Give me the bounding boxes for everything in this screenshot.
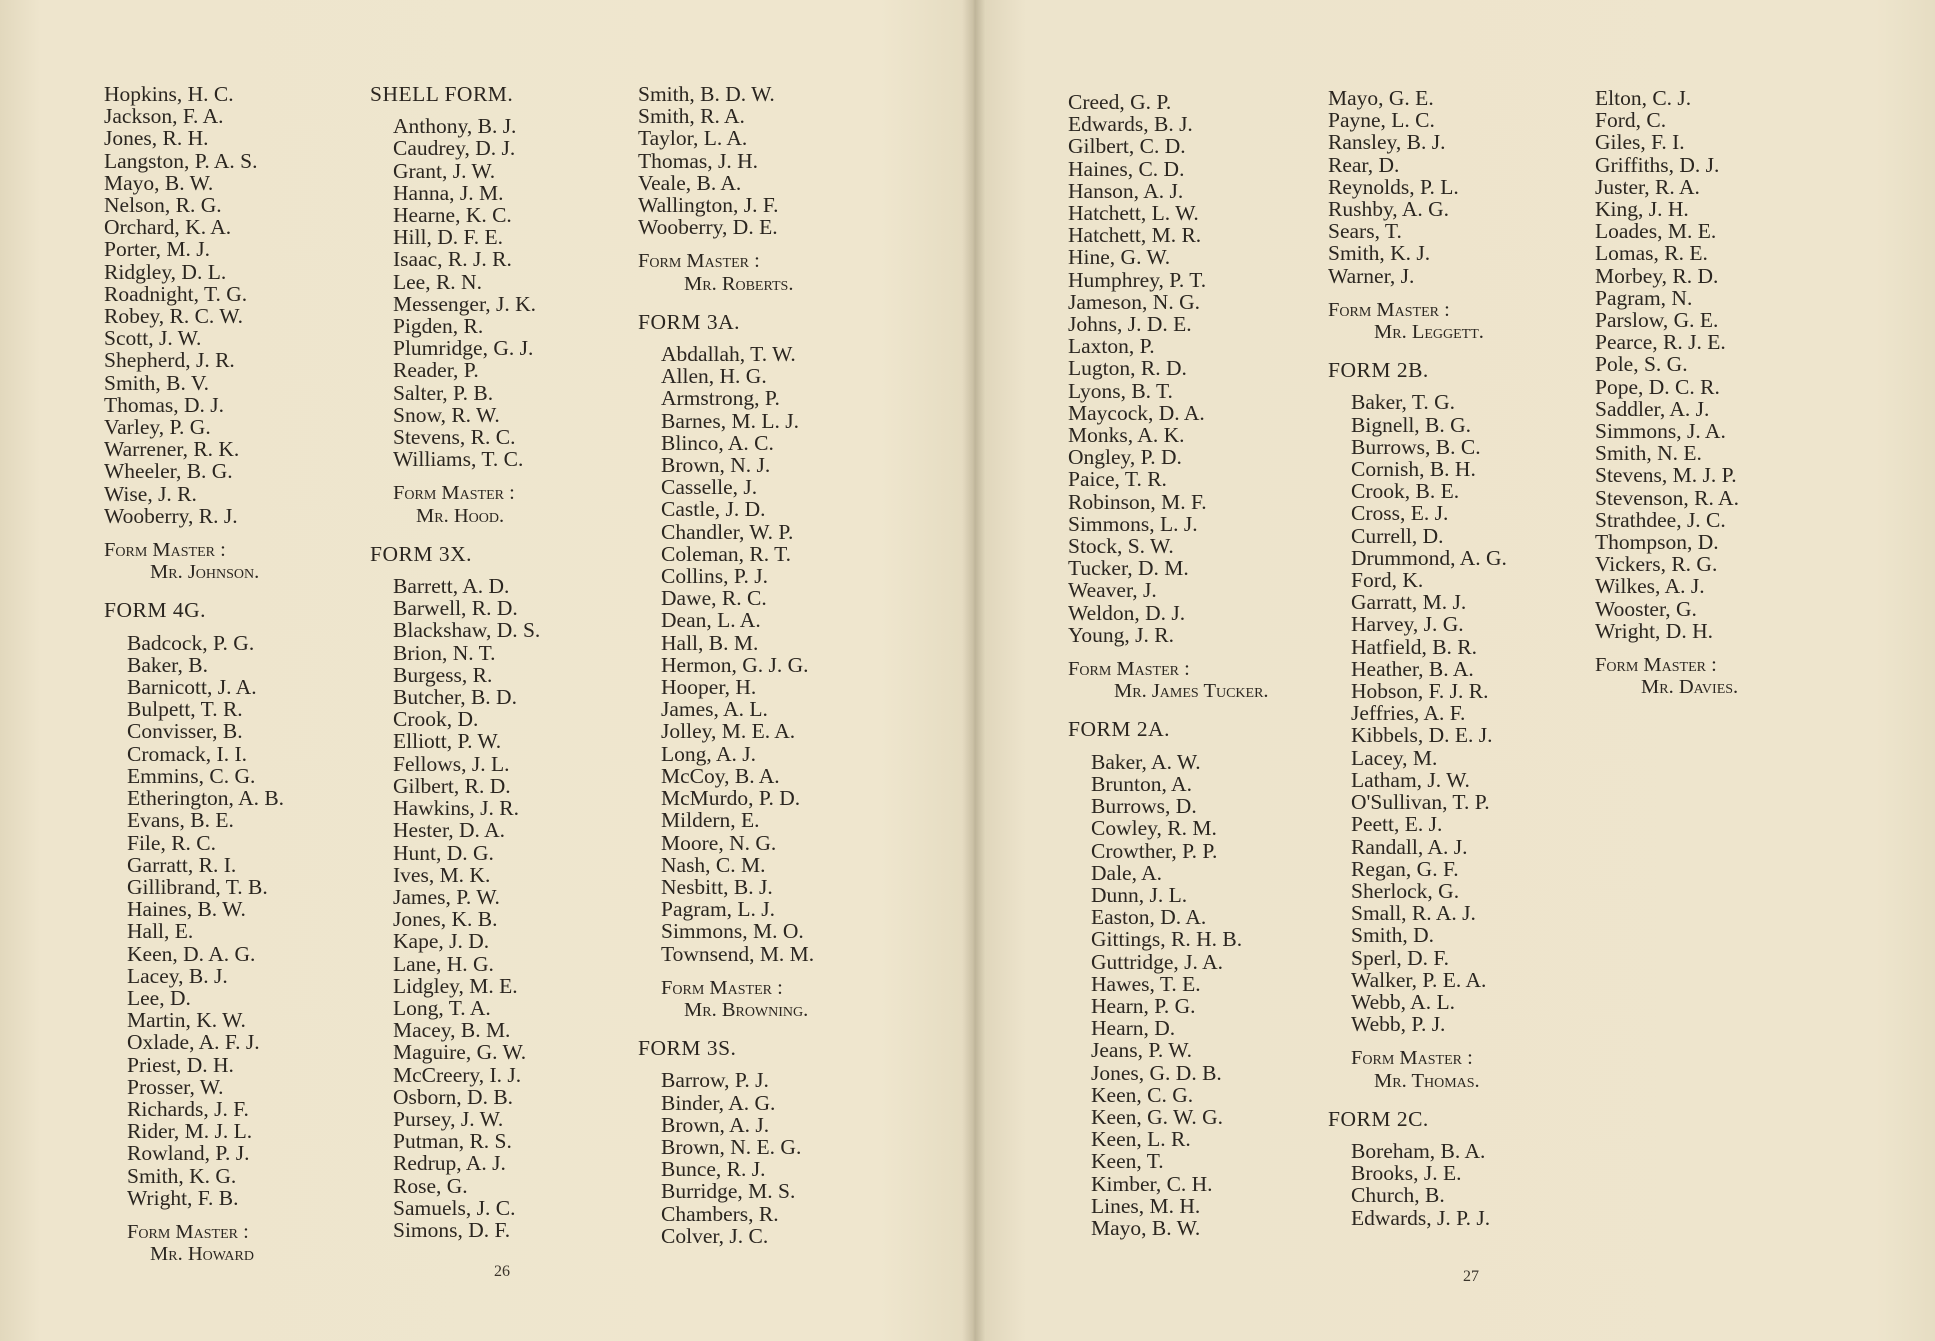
student-name: Hawes, T. E. xyxy=(1091,971,1201,996)
form-heading: FORM 3A. xyxy=(638,309,740,334)
left-column-2 xyxy=(370,83,540,1241)
student-name: Barnes, M. L. J. xyxy=(661,408,799,433)
student-name: Butcher, B. D. xyxy=(393,685,517,710)
student-name: Mildern, E. xyxy=(661,808,760,833)
student-name: Vickers, R. G. xyxy=(1595,552,1718,577)
student-name: Wheeler, B. G. xyxy=(104,459,233,484)
student-name: Boreham, B. A. xyxy=(1351,1138,1486,1163)
student-name: Pearce, R. J. E. xyxy=(1595,330,1726,355)
student-name: Etherington, A. B. xyxy=(127,786,285,811)
student-name: Weaver, J. xyxy=(1068,578,1157,603)
student-name: Maycock, D. A. xyxy=(1068,400,1205,425)
student-name: Crowther, P. P. xyxy=(1091,838,1218,863)
student-name: Giles, F. I. xyxy=(1595,130,1685,155)
student-name: Robinson, M. F. xyxy=(1068,489,1207,514)
student-name: Wilkes, A. J. xyxy=(1595,574,1705,599)
student-name: Griffiths, D. J. xyxy=(1595,152,1720,177)
student-name: Gillibrand, T. B. xyxy=(127,874,268,899)
student-name: Lacey, M. xyxy=(1351,745,1438,770)
student-name: Gilbert, C. D. xyxy=(1068,134,1186,159)
student-name: Humphrey, P. T. xyxy=(1068,267,1207,292)
student-name: Priest, D. H. xyxy=(127,1052,234,1077)
student-name: Hooper, H. xyxy=(661,675,757,700)
student-name: Stevens, M. J. P. xyxy=(1595,463,1737,488)
student-name: Brown, N. E. G. xyxy=(661,1134,802,1159)
student-name: Edwards, B. J. xyxy=(1068,112,1193,137)
page-number-right: 27 xyxy=(1463,1268,1479,1285)
form-master-label: Form Master : xyxy=(1595,654,1717,677)
form-master-name: Mr. Howard xyxy=(150,1243,254,1266)
student-name: Rose, G. xyxy=(393,1173,468,1198)
student-name: Baker, B. xyxy=(127,652,208,677)
student-name: Roadnight, T. G. xyxy=(104,281,248,306)
student-name: Brown, N. J. xyxy=(661,453,771,478)
student-name: Maguire, G. W. xyxy=(393,1040,527,1065)
student-name: Abdallah, T. W. xyxy=(661,342,796,367)
student-name: James, P. W. xyxy=(393,884,500,909)
student-name: Anthony, B. J. xyxy=(393,114,517,139)
student-name: Jeans, P. W. xyxy=(1091,1038,1192,1063)
student-name: Convisser, B. xyxy=(127,719,243,744)
student-name: Caudrey, D. J. xyxy=(393,136,516,161)
student-name: Sperl, D. F. xyxy=(1351,945,1450,970)
student-name: Lee, R. N. xyxy=(393,269,482,294)
form-master-label: Form Master : xyxy=(393,482,515,505)
student-name: Plumridge, G. J. xyxy=(393,336,534,361)
student-name: Warrener, R. K. xyxy=(104,437,240,462)
student-name: Hine, G. W. xyxy=(1068,245,1171,270)
student-name: Hawkins, J. R. xyxy=(393,796,520,821)
student-name: Robey, R. C. W. xyxy=(104,304,243,329)
student-name: Mayo, B. W. xyxy=(104,170,214,195)
student-name: Lyons, B. T. xyxy=(1068,378,1173,403)
student-name: Ridgley, D. L. xyxy=(104,259,227,284)
student-name: Cross, E. J. xyxy=(1351,501,1449,526)
student-name: Ongley, P. D. xyxy=(1068,445,1182,470)
student-name: Brown, A. J. xyxy=(661,1112,770,1137)
student-name: Hall, B. M. xyxy=(661,630,759,655)
student-name: Small, R. A. J. xyxy=(1351,901,1476,926)
student-name: Burrows, D. xyxy=(1091,794,1197,819)
student-name: Taylor, L. A. xyxy=(638,126,748,151)
student-name: Samuels, J. C. xyxy=(393,1195,516,1220)
student-name: Orchard, K. A. xyxy=(104,215,232,240)
student-name: Armstrong, P. xyxy=(661,386,780,411)
student-name: Hearn, D. xyxy=(1091,1016,1176,1041)
form-master-name: Mr. James Tucker. xyxy=(1114,680,1269,703)
student-name: Ford, C. xyxy=(1595,108,1667,133)
student-name: Smith, B. D. W. xyxy=(638,82,775,106)
student-name: Thompson, D. xyxy=(1595,530,1719,555)
student-name: Simmons, M. O. xyxy=(661,919,804,944)
student-name: Messenger, J. K. xyxy=(393,291,537,316)
student-name: Lane, H. G. xyxy=(393,951,494,976)
student-name: Macey, B. M. xyxy=(393,1018,511,1043)
student-name: McMurdo, P. D. xyxy=(661,786,801,811)
student-name: Long, A. J. xyxy=(661,741,756,766)
student-name: Hall, E. xyxy=(127,919,194,944)
student-name: Johns, J. D. E. xyxy=(1068,312,1192,337)
form-master-name: Mr. Davies. xyxy=(1641,676,1739,699)
student-name: Weldon, D. J. xyxy=(1068,600,1186,625)
student-name: Brooks, J. E. xyxy=(1351,1161,1462,1186)
form-master-label: Form Master : xyxy=(1068,658,1190,681)
student-name: Webb, P. J. xyxy=(1351,1012,1446,1037)
student-name: Simons, D. F. xyxy=(393,1217,511,1242)
student-name: Hatchett, M. R. xyxy=(1068,223,1202,248)
student-name: Martin, K. W. xyxy=(127,1008,246,1033)
student-name: Shepherd, J. R. xyxy=(104,348,235,373)
form-master-label: Form Master : xyxy=(1328,298,1450,321)
student-name: Castle, J. D. xyxy=(661,497,766,522)
page-number-left: 26 xyxy=(494,1263,510,1280)
student-name: Rear, D. xyxy=(1328,152,1400,177)
student-name: Pagram, N. xyxy=(1595,285,1693,310)
student-name: Oxlade, A. F. J. xyxy=(127,1030,260,1055)
student-name: Regan, G. F. xyxy=(1351,856,1459,881)
student-name: Mayo, B. W. xyxy=(1091,1215,1201,1240)
form-master-name: Mr. Johnson. xyxy=(150,561,260,584)
student-name: Wooberry, R. J. xyxy=(104,503,238,528)
form-master-name: Mr. Roberts. xyxy=(684,272,794,295)
student-name: Kimber, C. H. xyxy=(1091,1171,1213,1196)
student-name: Blackshaw, D. S. xyxy=(393,618,541,643)
student-name: Wooster, G. xyxy=(1595,596,1697,621)
student-name: Lugton, R. D. xyxy=(1068,356,1187,381)
student-name: Wright, F. B. xyxy=(127,1185,239,1210)
student-name: Keen, L. R. xyxy=(1091,1127,1191,1152)
student-name: Simmons, L. J. xyxy=(1068,511,1198,536)
student-name: Monks, A. K. xyxy=(1068,423,1185,448)
student-name: Dunn, J. L. xyxy=(1091,882,1188,907)
student-name: Nash, C. M. xyxy=(661,852,766,877)
student-name: Wooberry, D. E. xyxy=(638,215,778,240)
student-name: Pagram, L. J. xyxy=(661,897,776,922)
student-name: Bulpett, T. R. xyxy=(127,697,243,722)
student-name: Smith, D. xyxy=(1351,923,1435,948)
student-name: Drummond, A. G. xyxy=(1351,545,1507,570)
student-name: Currell, D. xyxy=(1351,523,1444,548)
student-name: King, J. H. xyxy=(1595,197,1689,222)
student-name: Hanna, J. M. xyxy=(393,180,504,205)
student-name: Binder, A. G. xyxy=(661,1090,776,1115)
student-name: Putman, R. S. xyxy=(393,1129,512,1154)
left-column-1 xyxy=(104,83,284,1271)
form-master-name: Mr. Leggett. xyxy=(1374,321,1484,344)
student-name: Haines, C. D. xyxy=(1068,156,1185,181)
student-name: Baker, T. G. xyxy=(1351,390,1456,415)
student-name: Creed, G. P. xyxy=(1068,90,1172,114)
student-name: Lines, M. H. xyxy=(1091,1193,1201,1218)
student-name: Rushby, A. G. xyxy=(1328,197,1450,222)
form-heading: FORM 2C. xyxy=(1328,1106,1429,1131)
student-name: Hearn, P. G. xyxy=(1091,993,1196,1018)
student-name: Collins, P. J. xyxy=(661,564,768,589)
student-name: Wright, D. H. xyxy=(1595,618,1713,643)
student-name: Smith, N. E. xyxy=(1595,441,1702,466)
student-name: Moore, N. G. xyxy=(661,830,777,855)
student-name: Latham, J. W. xyxy=(1351,767,1470,792)
form-master-label: Form Master : xyxy=(1351,1047,1473,1070)
student-name: McCoy, B. A. xyxy=(661,763,780,788)
student-name: Crook, D. xyxy=(393,707,479,732)
student-name: Laxton, P. xyxy=(1068,334,1155,359)
student-name: Webb, A. L. xyxy=(1351,989,1455,1014)
student-name: Hatchett, L. W. xyxy=(1068,201,1199,226)
student-name: Langston, P. A. S. xyxy=(104,148,258,173)
student-name: Kape, J. D. xyxy=(393,929,490,954)
student-name: Gilbert, R. D. xyxy=(393,773,511,798)
student-name: Thomas, D. J. xyxy=(104,392,225,417)
student-name: Hobson, F. J. R. xyxy=(1351,679,1489,704)
student-name: Evans, B. E. xyxy=(127,808,234,833)
student-name: Gittings, R. H. B. xyxy=(1091,927,1243,952)
student-name: Bunce, R. J. xyxy=(661,1157,766,1182)
student-name: Long, T. A. xyxy=(393,995,491,1020)
student-name: Smith, K. G. xyxy=(127,1163,237,1188)
student-name: Prosser, W. xyxy=(127,1074,224,1099)
student-name: Smith, K. J. xyxy=(1328,241,1431,266)
student-name: Jeffries, A. F. xyxy=(1351,701,1466,726)
student-name: Rider, M. J. L. xyxy=(127,1119,253,1144)
form-heading: FORM 4G. xyxy=(104,598,206,623)
student-name: Barwell, R. D. xyxy=(393,596,518,621)
student-name: Barnicott, J. A. xyxy=(127,675,257,700)
form-heading: FORM 2B. xyxy=(1328,358,1429,383)
form-master-label: Form Master : xyxy=(127,1220,249,1243)
student-name: Barrett, A. D. xyxy=(393,574,510,599)
student-name: Bignell, B. G. xyxy=(1351,412,1472,437)
student-name: Sears, T. xyxy=(1328,219,1402,244)
student-name: Lee, D. xyxy=(127,985,191,1010)
student-name: Wallington, J. F. xyxy=(638,193,779,218)
student-name: Jackson, F. A. xyxy=(104,104,224,129)
student-name: Hatfield, B. R. xyxy=(1351,634,1477,659)
student-name: Colver, J. C. xyxy=(661,1223,769,1248)
form-master-label: Form Master : xyxy=(104,539,226,562)
student-name: Barrow, P. J. xyxy=(661,1068,769,1093)
student-name: Morbey, R. D. xyxy=(1595,263,1719,288)
form-master-name: Mr. Browning. xyxy=(684,998,809,1021)
student-name: Brion, N. T. xyxy=(393,640,496,665)
student-name: Coleman, R. T. xyxy=(661,541,791,566)
student-name: Pope, D. C. R. xyxy=(1595,374,1720,399)
student-name: Fellows, J. L. xyxy=(393,751,510,776)
student-name: Burgess, R. xyxy=(393,662,493,687)
student-name: Hunt, D. G. xyxy=(393,840,494,865)
student-name: Jameson, N. G. xyxy=(1068,289,1200,314)
student-name: Young, J. R. xyxy=(1068,622,1174,647)
student-name: Smith, B. V. xyxy=(104,370,209,395)
student-name: Randall, A. J. xyxy=(1351,834,1468,859)
student-name: Reader, P. xyxy=(393,358,479,383)
form-master-name: Mr. Thomas. xyxy=(1374,1069,1480,1092)
student-name: Ransley, B. J. xyxy=(1328,130,1446,155)
student-name: Saddler, A. J. xyxy=(1595,396,1710,421)
student-name: Hopkins, H. C. xyxy=(104,82,234,106)
student-name: Elton, C. J. xyxy=(1595,86,1692,110)
student-name: Reynolds, P. L. xyxy=(1328,174,1459,199)
student-name: Lomas, R. E. xyxy=(1595,241,1708,266)
student-name: Pigden, R. xyxy=(393,314,484,339)
right-column-2 xyxy=(1328,87,1507,1229)
student-name: Juster, R. A. xyxy=(1595,174,1700,199)
form-master-label: Form Master : xyxy=(661,976,783,999)
student-name: Church, B. xyxy=(1351,1183,1445,1208)
student-name: Keen, G. W. G. xyxy=(1091,1104,1223,1129)
student-name: Allen, H. G. xyxy=(661,364,767,389)
student-name: Grant, J. W. xyxy=(393,158,496,183)
student-name: Jolley, M. E. A. xyxy=(661,719,796,744)
student-name: Payne, L. C. xyxy=(1328,108,1435,133)
student-name: Hearne, K. C. xyxy=(393,203,512,228)
student-name: Richards, J. F. xyxy=(127,1096,249,1121)
student-name: Cowley, R. M. xyxy=(1091,816,1217,841)
student-name: Ives, M. K. xyxy=(393,862,491,887)
student-name: Tucker, D. M. xyxy=(1068,556,1189,581)
student-name: Guttridge, J. A. xyxy=(1091,949,1223,974)
form-heading: FORM 3S. xyxy=(638,1036,737,1061)
student-name: Stevens, R. C. xyxy=(393,425,516,450)
student-name: Nesbitt, B. J. xyxy=(661,874,773,899)
form-master-name: Mr. Hood. xyxy=(416,504,505,527)
student-name: Badcock, P. G. xyxy=(127,630,255,655)
student-name: Jones, G. D. B. xyxy=(1091,1060,1222,1085)
student-name: Jones, K. B. xyxy=(393,907,498,932)
student-name: Crook, B. E. xyxy=(1351,479,1460,504)
student-name: Hermon, G. J. G. xyxy=(661,652,809,677)
student-name: Warner, J. xyxy=(1328,263,1415,288)
left-column-3 xyxy=(638,83,814,1247)
student-name: Wise, J. R. xyxy=(104,481,197,506)
student-name: Easton, D. A. xyxy=(1091,905,1207,930)
student-name: Pole, S. G. xyxy=(1595,352,1688,377)
student-name: Brunton, A. xyxy=(1091,771,1192,796)
student-name: Dale, A. xyxy=(1091,860,1163,885)
student-name: Redrup, A. J. xyxy=(393,1151,506,1176)
student-name: Elliott, P. W. xyxy=(393,729,502,754)
student-name: Hester, D. A. xyxy=(393,818,505,843)
student-name: Hill, D. F. E. xyxy=(393,225,503,250)
student-name: Lacey, B. J. xyxy=(127,963,228,988)
student-name: File, R. C. xyxy=(127,830,217,855)
student-name: Veale, B. A. xyxy=(638,170,742,195)
student-name: Baker, A. W. xyxy=(1091,749,1201,774)
student-name: Townsend, M. M. xyxy=(661,941,815,966)
student-name: Peett, E. J. xyxy=(1351,812,1443,837)
student-name: Thomas, J. H. xyxy=(638,148,759,173)
student-name: Edwards, J. P. J. xyxy=(1351,1205,1491,1230)
form-heading: SHELL FORM. xyxy=(370,82,514,106)
student-name: Snow, R. W. xyxy=(393,402,500,427)
student-name: Mayo, G. E. xyxy=(1328,86,1434,110)
form-heading: FORM 2A. xyxy=(1068,717,1170,742)
student-name: Blinco, A. C. xyxy=(661,430,774,455)
student-name: Paice, T. R. xyxy=(1068,467,1167,492)
student-name: Stevenson, R. A. xyxy=(1595,485,1739,510)
student-name: Williams, T. C. xyxy=(393,447,524,472)
student-name: Emmins, C. G. xyxy=(127,763,256,788)
student-name: Scott, J. W. xyxy=(104,326,202,351)
student-name: Keen, C. G. xyxy=(1091,1082,1194,1107)
student-name: Porter, M. J. xyxy=(104,237,211,262)
student-name: Dawe, R. C. xyxy=(661,586,767,611)
student-name: Keen, T. xyxy=(1091,1149,1164,1174)
student-name: Burrows, B. C. xyxy=(1351,434,1481,459)
form-heading: FORM 3X. xyxy=(370,541,472,566)
student-name: Dean, L. A. xyxy=(661,608,761,633)
student-name: Keen, D. A. G. xyxy=(127,941,256,966)
student-name: Parslow, G. E. xyxy=(1595,308,1719,333)
student-name: James, A. L. xyxy=(661,697,768,722)
student-name: Isaac, R. J. R. xyxy=(393,247,512,272)
student-name: Casselle, J. xyxy=(661,475,758,500)
student-name: Osborn, D. B. xyxy=(393,1084,514,1109)
student-name: Kibbels, D. E. J. xyxy=(1351,723,1493,748)
student-name: Garratt, R. I. xyxy=(127,852,237,877)
student-name: Chambers, R. xyxy=(661,1201,779,1226)
student-name: Lidgley, M. E. xyxy=(393,973,518,998)
student-name: Stock, S. W. xyxy=(1068,534,1174,559)
student-name: Harvey, J. G. xyxy=(1351,612,1464,637)
student-name: Salter, P. B. xyxy=(393,380,494,405)
student-name: Walker, P. E. A. xyxy=(1351,967,1487,992)
student-name: Hanson, A. J. xyxy=(1068,178,1184,203)
student-name: Loades, M. E. xyxy=(1595,219,1717,244)
student-name: Pursey, J. W. xyxy=(393,1106,504,1131)
student-name: Cromack, I. I. xyxy=(127,741,248,766)
student-name: Ford, K. xyxy=(1351,568,1424,593)
student-name: Sherlock, G. xyxy=(1351,878,1460,903)
student-name: Varley, P. G. xyxy=(104,415,211,440)
form-master-label: Form Master : xyxy=(638,250,760,273)
book-gutter xyxy=(962,0,986,1341)
student-name: Nelson, R. G. xyxy=(104,193,222,218)
student-name: Heather, B. A. xyxy=(1351,656,1474,681)
right-column-1 xyxy=(1068,91,1269,1239)
student-name: Strathdee, J. C. xyxy=(1595,507,1726,532)
student-name: O'Sullivan, T. P. xyxy=(1351,790,1490,815)
student-name: Cornish, B. H. xyxy=(1351,457,1476,482)
student-name: Smith, R. A. xyxy=(638,104,745,129)
student-name: Garratt, M. J. xyxy=(1351,590,1467,615)
student-name: Simmons, J. A. xyxy=(1595,419,1726,444)
student-name: Burridge, M. S. xyxy=(661,1179,796,1204)
student-name: Jones, R. H. xyxy=(104,126,209,151)
student-name: McCreery, I. J. xyxy=(393,1062,522,1087)
student-name: Chandler, W. P. xyxy=(661,519,794,544)
right-column-3 xyxy=(1595,87,1739,704)
student-name: Haines, B. W. xyxy=(127,897,246,922)
student-name: Rowland, P. J. xyxy=(127,1141,250,1166)
